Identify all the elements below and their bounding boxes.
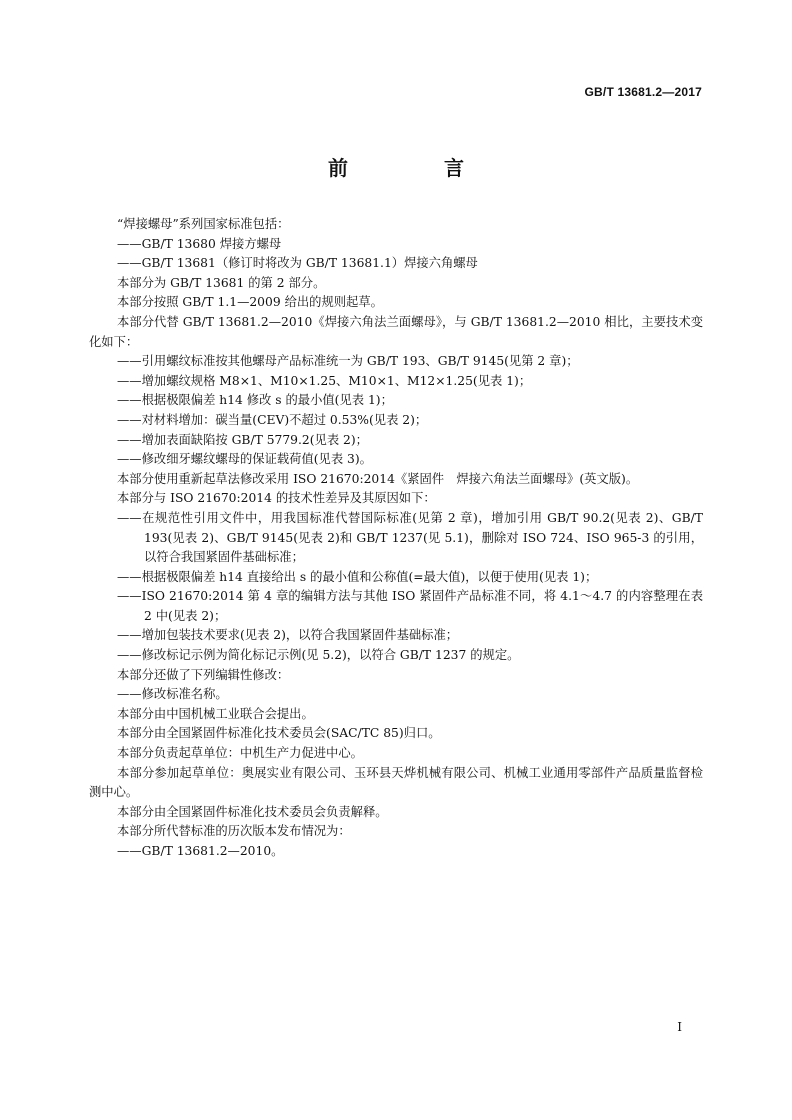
list-item: ——修改细牙螺纹螺母的保证载荷值(见表 3)。 (117, 452, 372, 467)
list-item: ——增加包装技术要求(见表 2)，以符合我国紧固件基础标准； (117, 628, 459, 643)
paragraph: 本部分代替 GB/T 13681.2—2010《焊接六角法兰面螺母》，与 GB/T 13681.2—2010 相比，主要技术变化如下： (89, 314, 703, 349)
list-item: ——GB/T 13680 焊接方螺母 (117, 236, 282, 251)
list-item: ——GB/T 13681（修订时将改为 GB/T 13681.1）焊接六角螺母 (117, 256, 478, 271)
list-item: ——修改标记示例为简化标记示例(见 5.2)，以符合 GB/T 1237 的规定。 (117, 648, 520, 663)
list-item: ——修改标准名称。 (117, 687, 228, 702)
list-item: ——在规范性引用文件中，用我国标准代替国际标准(见第 2 章)，增加引用 GB/T 90.2(见表 2)、GB/T 193(见表 2)、GB/T 9145(见表 2)和 GB/T 1237(见 5.1)，删除对 ISO 724、ISO 965-3 的引用，以符合我国紧固件基础标准； (117, 510, 703, 565)
paragraph: 本部分由中国机械工业联合会提出。 (117, 706, 314, 721)
paragraph: “焊接螺母”系列国家标准包括： (117, 217, 290, 231)
paragraph: 本部分使用重新起草法修改采用 ISO 21670:2014《紧固件 焊接六角法兰面螺母》(英文版)。 (117, 471, 639, 486)
list-item: ——增加表面缺陷按 GB/T 5779.2(见表 2)； (117, 432, 368, 447)
paragraph: 本部分还做了下列编辑性修改： (117, 667, 290, 682)
paragraph: 本部分与 ISO 21670:2014 的技术性差异及其原因如下： (117, 491, 436, 506)
paragraph: 本部分由全国紧固件标准化技术委员会(SAC/TC 85)归口。 (117, 726, 441, 741)
list-item: ——根据极限偏差 h14 直接给出 s 的最小值和公称值(=最大值)，以便于使用(见表 1)； (117, 569, 598, 584)
page-number: I (677, 1020, 682, 1034)
paragraph: 本部分由全国紧固件标准化技术委员会负责解释。 (117, 804, 388, 819)
paragraph: 本部分按照 GB/T 1.1—2009 给出的规则起草。 (117, 295, 383, 310)
list-item: ——GB/T 13681.2—2010。 (117, 844, 284, 858)
list-item: ——引用螺纹标准按其他螺母产品标准统一为 GB/T 193、GB/T 9145(见第 2 章)； (117, 354, 579, 369)
standard-code: GB/T 13681.2—2017 (584, 85, 702, 99)
paragraph: 本部分负责起草单位：中机生产力促进中心。 (117, 746, 363, 761)
paragraph: 本部分所代替标准的历次版本发布情况为： (117, 824, 351, 839)
foreword-body (89, 215, 703, 862)
page-title: 前 言 (328, 156, 502, 180)
list-item: ——对材料增加：碳当量(CEV)不超过 0.53%(见表 2)； (117, 412, 428, 427)
list-item: ——增加螺纹规格 M8×1、M10×1.25、M10×1、M12×1.25(见表 1)； (117, 373, 532, 388)
list-item: ——ISO 21670:2014 第 4 章的编辑方法与其他 ISO 紧固件产品标准不同，将 4.1～4.7 的内容整理在表 2 中(见表 2)； (117, 589, 703, 623)
paragraph: 本部分参加起草单位：奥展实业有限公司、玉环县天烨机械有限公司、机械工业通用零部件产品质量监督检测中心。 (89, 765, 703, 800)
paragraph: 本部分为 GB/T 13681 的第 2 部分。 (117, 275, 326, 290)
list-item: ——根据极限偏差 h14 修改 s 的最小值(见表 1)； (117, 393, 393, 408)
